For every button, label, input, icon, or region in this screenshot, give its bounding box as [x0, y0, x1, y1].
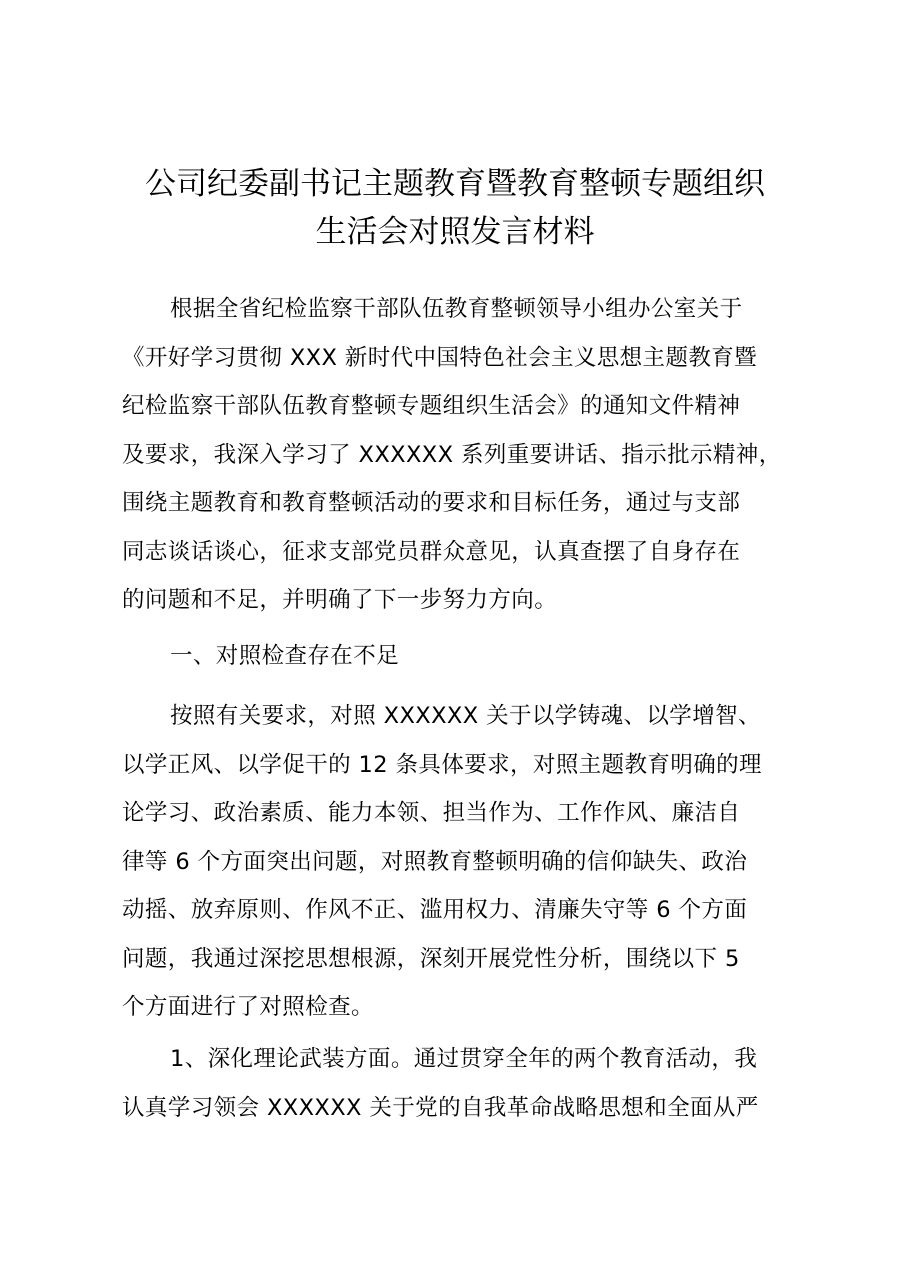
paragraph-line: 围绕主题教育和教育整顿活动的要求和目标任务，通过与支部 [122, 490, 741, 516]
paragraph-intro [122, 285, 802, 625]
paragraph-line: 的问题和不足，并明确了下一步努力方向。 [122, 587, 558, 613]
paragraph-line: 个方面进行了对照检查。 [122, 994, 374, 1020]
title-line-2: 生活会对照发言材料 [315, 214, 595, 250]
paragraph-line: 问题，我通过深挖思想根源，深刻开展党性分析，围绕以下 5 [122, 945, 740, 972]
section-heading [122, 632, 802, 681]
title-line-1: 公司纪委副书记主题教育暨教育整顿专题组织 [145, 166, 765, 202]
heading-text: 一、对照检查存在不足 [170, 643, 400, 669]
paragraph-line: 论学习、政治素质、能力本领、担当作为、工作作风、廉洁自 [122, 800, 741, 826]
paragraph-line: 以学正风、以学促干的 12 条具体要求，对照主题教育明确的理 [122, 751, 762, 778]
paragraph-line: 同志谈话谈心，征求支部党员群众意见，认真查摆了自身存在 [122, 538, 741, 565]
paragraph-requirements [122, 692, 802, 1032]
paragraph-theory [122, 1035, 802, 1132]
paragraph-line: 律等 6 个方面突出问题，对照教育整顿明确的信仰缺失、政治 [122, 848, 748, 875]
paragraph-line: 认真学习领会 XXXXXX 关于党的自我革命战略思想和全面从严 [122, 1094, 759, 1121]
paragraph-line: 纪检监察干部队伍教育整顿专题组织生活会》的通知文件精神 [122, 393, 741, 419]
paragraph-line: 1、深化理论武装方面。通过贯穿全年的两个教育活动，我 [170, 1046, 758, 1072]
paragraph-line: 《开好学习贯彻 XXX 新时代中国特色社会主义思想主题教育暨 [122, 344, 758, 371]
paragraph-line: 及要求，我深入学习了 XXXXXX 系列重要讲话、指示批示精神， [122, 441, 782, 468]
paragraph-line: 按照有关要求，对照 XXXXXX 关于以学铸魂、以学增智、 [170, 703, 761, 729]
document-title [110, 160, 800, 256]
paragraph-line: 动摇、放弃原则、作风不正、滥用权力、清廉失守等 6 个方面 [122, 897, 748, 923]
paragraph-line: 根据全省纪检监察干部队伍教育整顿领导小组办公室关于 [170, 296, 743, 322]
